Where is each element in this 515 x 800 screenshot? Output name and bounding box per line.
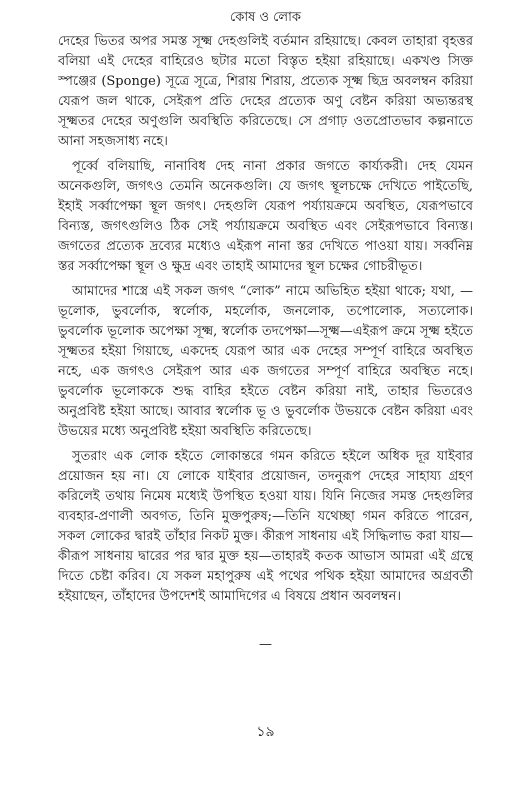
paragraph-1: দেহের ভিতর অপর সমস্ত সূক্ষ্ম দেহগুলিই বর্তমান রহিয়াছে। কেবল তাহারা বৃহত্তর বলিয়া এই দেহের বাহিরেও ছটার মতো বিস্তৃত হইয়া রহিয়াছে। একখণ্ড সিক্ত স্পঞ্জের (Sponge) সূত্রে সূত্রে, শিরায় শিরায়, প্রত্যেক সূক্ষ্ম ছিদ্র অবলম্বন করিয়া যেরূপ জল থাকে, সেইরূপ প্রতি দেহের প্রত্যেক অণু বেষ্টন করিয়া অভ্যন্তরস্থ সূক্ষ্মতর দেহের অণুগুলি অবস্থিতি করিতেছে। সে প্রগাঢ় ওতপ্রোতভাব কল্পনাতে আনা সহজসাধ্য নহে। — [58, 34, 473, 149]
section-dash: — — [259, 637, 272, 652]
running-head: কোষ ও লোক — [230, 10, 301, 25]
book-page — [58, 6, 473, 794]
page-number: ১৯ — [256, 724, 275, 740]
paragraph-2: পূর্ব্বে বলিয়াছি, নানাবিধ দেহ নানা প্রকার জগতে কার্য্যকরী। দেহ যেমন অনেকগুলি, জগৎও তেমনি অনেকগুলি। যে জগৎ স্থূলচক্ষে দেখিতে পাইতেছি, ইহাই সর্ব্বাপেক্ষা স্থূল জগৎ। দেহগুলি যেরূপ পর্য্যায়ক্রমে অবস্থিত, যেরূপভাবে বিন্যস্ত, জগৎগুলিও ঠিক সেই পর্য্যায়ক্রমে অবস্থিত এবং সেইরূপভাবে বিন্যস্ত। জগতের প্রত্যেক দ্রব্যের মধ্যেও এইরূপ নানা স্তর দেখিতে পাওয়া যায়। সর্ব্বনিম্ন স্তর সর্ব্বাপেক্ষা স্থূল ও ক্ষুদ্র এবং তাহাই আমাদের স্থূল চক্ষের গোচরীভূত। — [58, 159, 473, 274]
paragraph-3: আমাদের শাস্ত্রে এই সকল জগৎ “লোক” নামে অভিহিত হইয়া থাকে; যথা, —ভূলোক, ভুবর্লোক, স্বর্লোক, মহর্লোক, জনলোক, তপোলোক, সত্যলোক। ভুবর্লোক ভূলোক অপেক্ষা সূক্ষ্ম, স্বর্লোক তদপেক্ষা—সূক্ষ্ম—এইরূপ ক্রমে সূক্ষ্ম হইতে সূক্ষ্মতর হইয়া গিয়াছে, একদেহ যেরূপ আর এক দেহের সম্পূর্ণ বাহিরে অবস্থিত নহে, এক জগৎও সেইরূপ আর এক জগতের সম্পূর্ণ বাহিরে অবস্থিত নহে। ভুবর্লোক ভূলোককে শুদ্ধ বাহির হইতে বেষ্টন করিয়া নাই, তাহার ভিতরেও অনুপ্রবিষ্ট হইয়া আছে। আবার স্বর্লোক ভূ ও ভুবর্লোক উভয়কে বেষ্টন করিয়া এবং উভয়ের মধ্যে অনুপ্রবিষ্ট হইয়া অবস্থিতি করিতেছে। — [58, 284, 473, 439]
paragraph-4: সুতরাং এক লোক হইতে লোকান্তরে গমন করিতে হইলে অধিক দূর যাইবার প্রয়োজন হয় না। যে লোকে যাইবার প্রয়োজন, তদনুরূপ দেহের সাহায্য গ্রহণ করিলেই তথায় নিমেষ মধ্যেই উপস্থিত হওয়া যায়। যিনি নিজের সমস্ত দেহগুলির ব্যবহার-প্রণালী অবগত, তিনি মুক্তপুরুষ;—তিনি যথেচ্ছা গমন করিতে পারেন, সকল লোকের দ্বারই তাঁহার নিকট মুক্ত। কীরূপ সাধনায় এই সিদ্ধিলাভ করা যায়—কীরূপ সাধনায় দ্বারের পর দ্বার মুক্ত হয়—তাহারই কতক আভাস আমরা এই গ্রন্থে দিতে চেষ্টা করিব। যে সকল মহাপুরুষ এই পথের পথিক হইয়া আমাদের অগ্রবর্তী হইয়াছেন, তাঁহাদের উপদেশই আমাদিগের এ বিষয়ে প্রধান অবলম্বন। — [58, 449, 473, 604]
